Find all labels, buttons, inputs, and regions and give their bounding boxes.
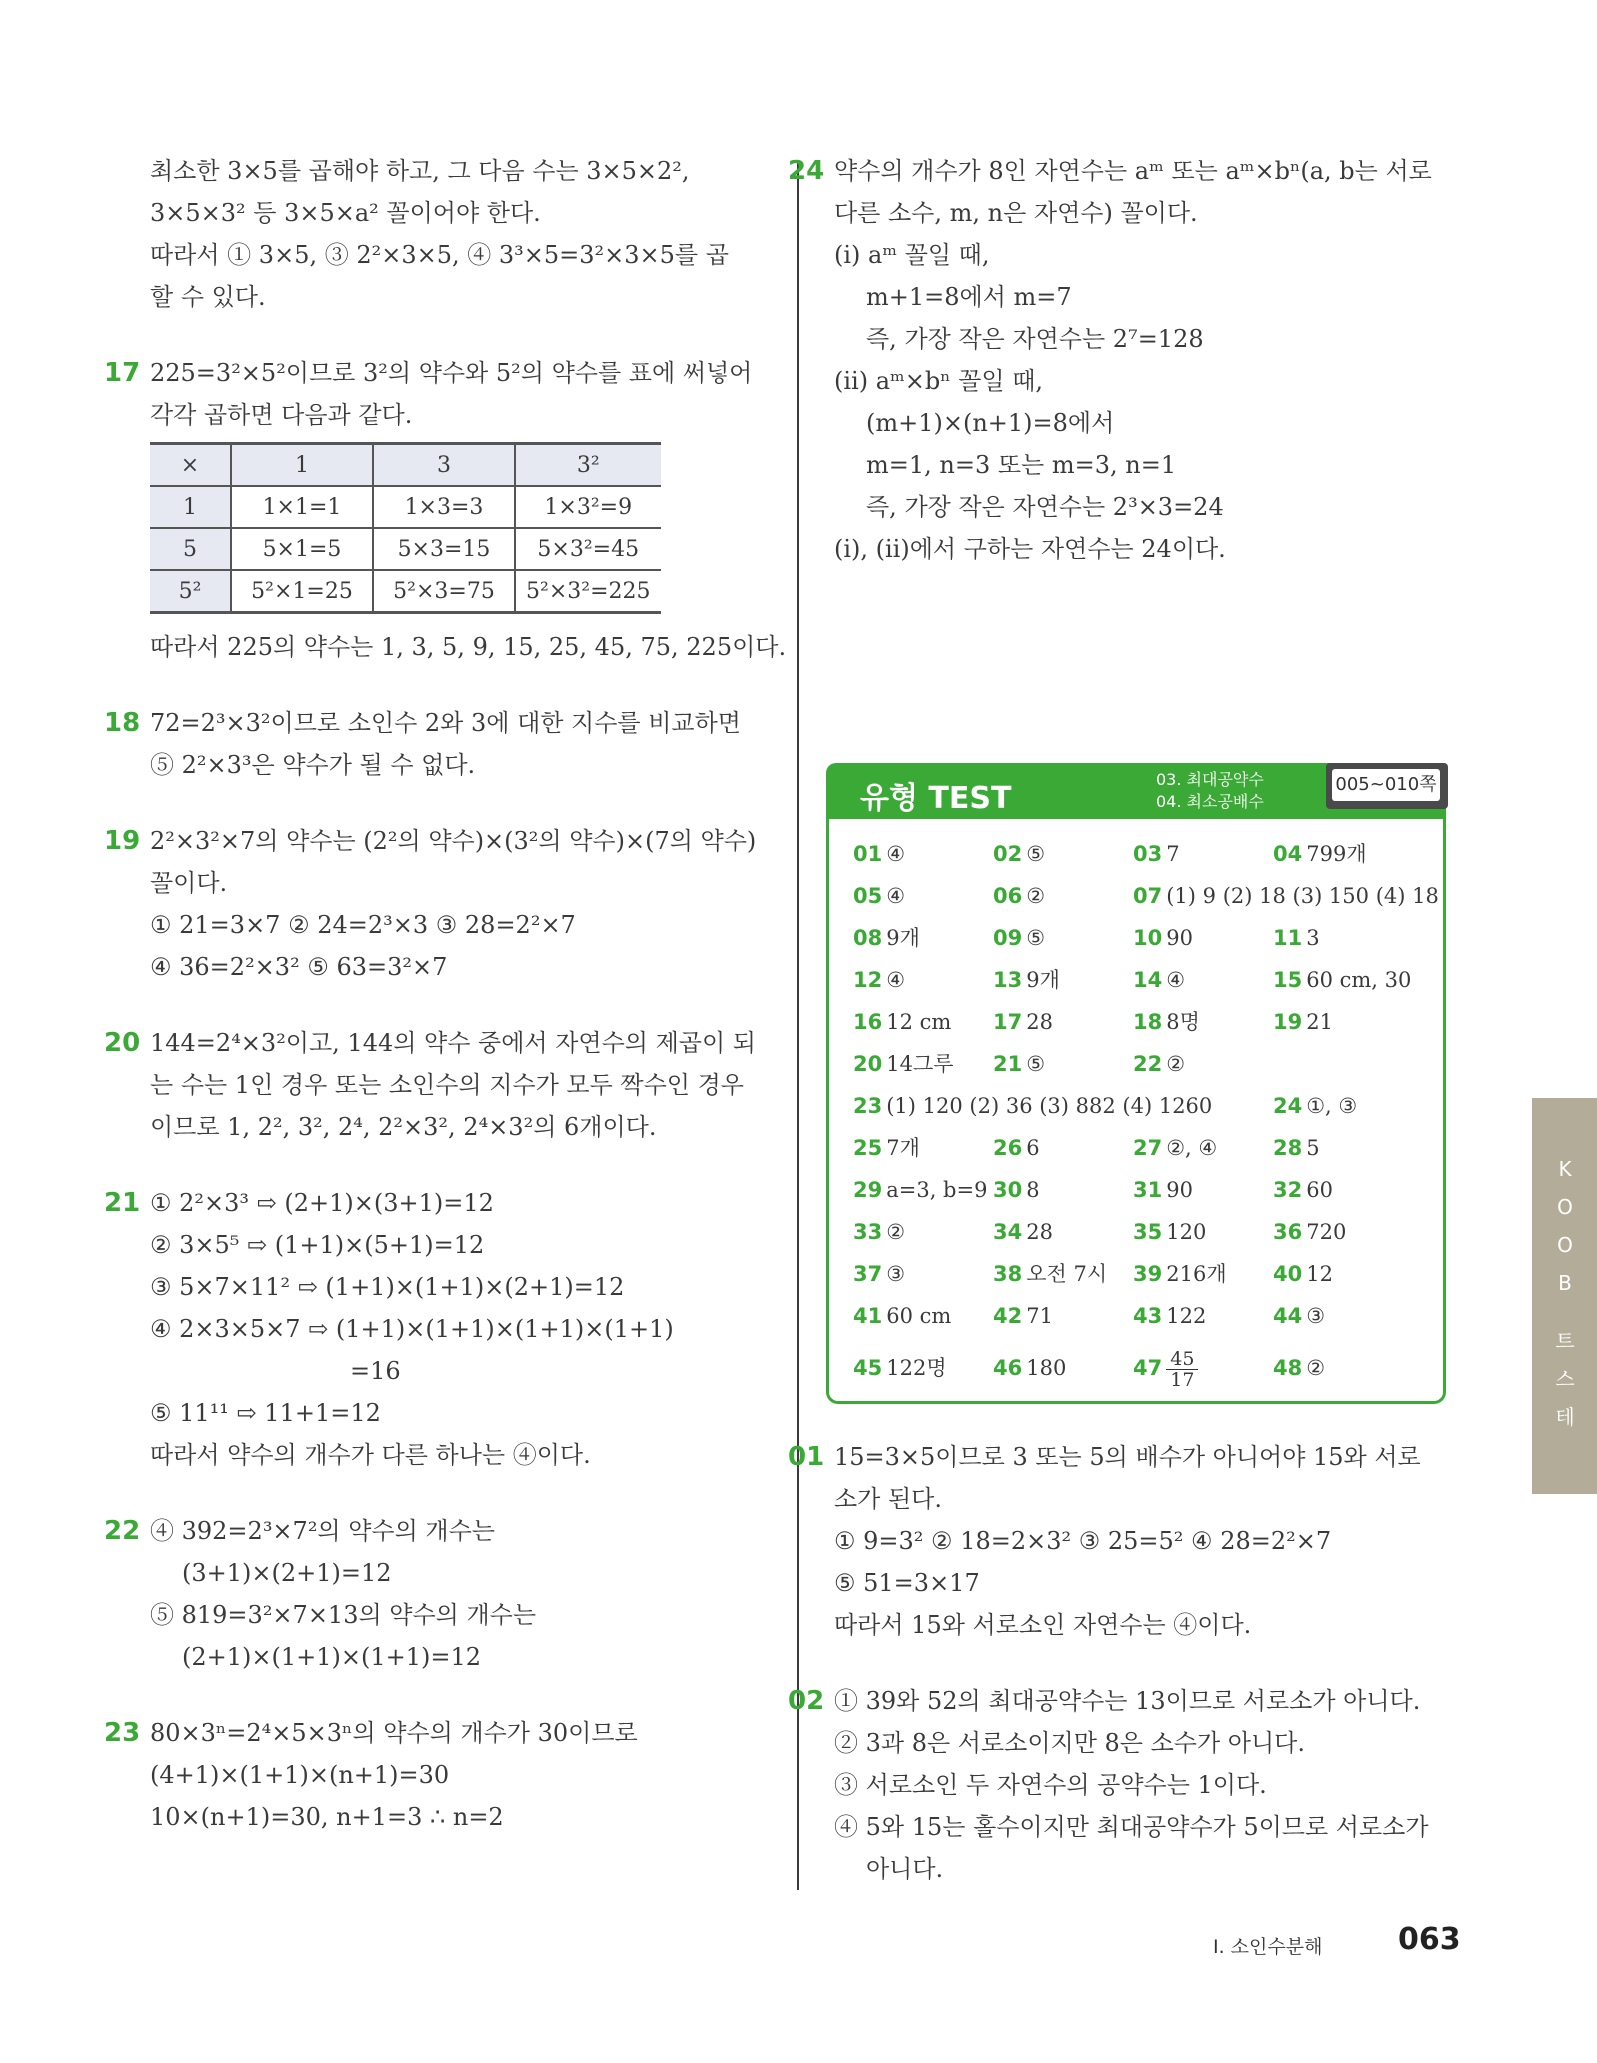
- table-cell: 5²×1=25: [231, 570, 373, 613]
- answer-number: 44: [1273, 1304, 1303, 1328]
- problem-number: 18: [104, 708, 141, 738]
- answer-number: 22: [1133, 1052, 1163, 1076]
- answer-number: 24: [1273, 1094, 1303, 1118]
- answer-number: 48: [1273, 1356, 1303, 1380]
- answer-row: [853, 959, 1433, 1001]
- answer-cell: [853, 1295, 951, 1337]
- text-line: 10×(n+1)=30, n+1=3 ∴ n=2: [150, 1803, 504, 1831]
- solution-18: [104, 702, 770, 786]
- answer-number: 37: [853, 1262, 883, 1286]
- side-tab-letter: B: [1558, 1271, 1572, 1295]
- answer-cell: [1273, 1001, 1333, 1043]
- answer-number: 09: [993, 926, 1023, 950]
- text-line: (4+1)×(1+1)×(n+1)=30: [150, 1761, 450, 1789]
- text-line: (2+1)×(1+1)×(1+1)=12: [182, 1643, 481, 1671]
- text-line: (m+1)×(n+1)=8에서: [866, 409, 1115, 437]
- answer-number: 45: [853, 1356, 883, 1380]
- text-line: 15=3×5이므로 3 또는 5의 배수가 아니어야 15와 서로: [834, 1443, 1421, 1471]
- answer-box-title: 유형 TEST: [860, 781, 1012, 816]
- solution-24: [788, 150, 1454, 570]
- answer-value: ②: [886, 1220, 906, 1244]
- divisor-table: [150, 442, 661, 614]
- answer-cell: [853, 1085, 1212, 1127]
- side-tab-letter: 테: [1555, 1405, 1575, 1429]
- text-line: 꼴이다.: [150, 869, 228, 897]
- answer-number: 10: [1133, 926, 1163, 950]
- text-line: 80×3ⁿ=2⁴×5×3ⁿ의 약수의 개수가 30이므로: [150, 1719, 638, 1747]
- answer-number: 43: [1133, 1304, 1163, 1328]
- text-line: ③ 5×7×11² ⇨ (1+1)×(1+1)×(2+1)=12: [150, 1273, 625, 1301]
- answer-value: 90: [1166, 1178, 1193, 1202]
- answer-cell: [993, 917, 1045, 959]
- answer-number: 39: [1133, 1262, 1163, 1286]
- text-line: 소가 된다.: [834, 1485, 942, 1513]
- table-cell: 3²: [515, 444, 661, 487]
- text-line: (ⅰ), (ⅱ)에서 구하는 자연수는 24이다.: [834, 535, 1226, 563]
- answer-cell: [853, 875, 905, 917]
- answer-number: 23: [853, 1094, 883, 1118]
- right-column: [788, 150, 1454, 604]
- text-line: ④ 5와 15는 홀수이지만 최대공약수가 5이므로 서로소가: [834, 1813, 1429, 1841]
- solution-20: [104, 1022, 770, 1148]
- answer-cell: [853, 1127, 920, 1169]
- answer-cell: [1133, 833, 1180, 875]
- answer-value: 90: [1166, 926, 1193, 950]
- text-line: m+1=8에서 m=7: [866, 283, 1072, 311]
- answer-value: 오전 7시: [1026, 1262, 1108, 1286]
- text-line: ⑤ 819=3²×7×13의 약수의 개수는: [150, 1601, 537, 1629]
- answer-value: 8: [1026, 1178, 1040, 1202]
- answer-cell: [1273, 1253, 1333, 1295]
- text-line: 따라서 225의 약수는 1, 3, 5, 9, 15, 25, 45, 75, 225이다.: [150, 633, 787, 661]
- answer-cell: [993, 1169, 1040, 1211]
- text-line: 각각 곱하면 다음과 같다.: [150, 401, 413, 429]
- answer-box-header: [826, 763, 1446, 819]
- answer-number: 28: [1273, 1136, 1303, 1160]
- table-cell: 5²×3²=225: [515, 570, 661, 613]
- answer-row: [853, 875, 1439, 917]
- answer-row: [853, 1337, 1433, 1399]
- table-cell: 1×3=3: [373, 486, 515, 528]
- answer-value: 120: [1166, 1220, 1207, 1244]
- answer-number: 36: [1273, 1220, 1303, 1244]
- chapter-label: Ⅰ. 소인수분해: [1213, 1936, 1323, 1958]
- text-line: 따라서 15와 서로소인 자연수는 ④이다.: [834, 1611, 1252, 1639]
- answer-value: (1) 120 (2) 36 (3) 882 (4) 1260: [886, 1094, 1213, 1118]
- text-line: 2²×3²×7의 약수는 (2²의 약수)×(3²의 약수)×(7의 약수): [150, 827, 757, 855]
- problem-number: 23: [104, 1718, 141, 1748]
- answer-box-body: [826, 819, 1446, 1404]
- answer-cell: [853, 1043, 954, 1085]
- answer-cell: [1133, 1001, 1200, 1043]
- answer-number: 06: [993, 884, 1023, 908]
- solution-21: [104, 1182, 770, 1476]
- answer-row: [853, 917, 1433, 959]
- answer-number: 41: [853, 1304, 883, 1328]
- answer-number: 40: [1273, 1262, 1303, 1286]
- answer-value: ②: [1306, 1356, 1326, 1380]
- answer-value: 21: [1306, 1010, 1333, 1034]
- text-line: m=1, n=3 또는 m=3, n=1: [866, 451, 1177, 479]
- answer-value: 60 cm, 30: [1306, 968, 1412, 992]
- text-line: 72=2³×3²이므로 소인수 2와 3에 대한 지수를 비교하면: [150, 709, 741, 737]
- answer-row: [853, 1169, 1433, 1211]
- answer-row: [853, 1211, 1433, 1253]
- answer-value: 71: [1026, 1304, 1053, 1328]
- answer-cell: [993, 833, 1045, 875]
- answer-number: 46: [993, 1356, 1023, 1380]
- answer-cell: [1133, 1211, 1206, 1253]
- answer-number: 04: [1273, 842, 1303, 866]
- answer-number: 38: [993, 1262, 1023, 1286]
- table-cell: 3: [373, 444, 515, 487]
- page-range-badge: [1326, 763, 1448, 809]
- answer-number: 29: [853, 1178, 883, 1202]
- answer-value: ⑤: [1026, 842, 1046, 866]
- answer-cell: [853, 833, 905, 875]
- answer-number: 30: [993, 1178, 1023, 1202]
- problem-number: 01: [788, 1442, 825, 1472]
- answer-box: [826, 763, 1446, 1403]
- answer-value: 14그루: [886, 1052, 954, 1076]
- table-cell: 5×1=5: [231, 528, 373, 570]
- answer-row: [853, 1253, 1433, 1295]
- table-cell: 5×3=15: [373, 528, 515, 570]
- answer-value: 3: [1306, 926, 1320, 950]
- text-line: ① 2²×3³ ⇨ (2+1)×(3+1)=12: [150, 1189, 494, 1217]
- topic-label: 03. 최대공약수: [1156, 770, 1264, 789]
- text-line: ③ 서로소인 두 자연수의 공약수는 1이다.: [834, 1771, 1267, 1799]
- table-cell: 1: [150, 486, 231, 528]
- answer-cell: [1133, 1295, 1206, 1337]
- answer-cell: [993, 1043, 1045, 1085]
- answer-value: 720: [1306, 1220, 1347, 1244]
- side-tab-letter: 스: [1555, 1367, 1575, 1391]
- text-line: ④ 36=2²×3² ⑤ 63=3²×7: [150, 953, 448, 981]
- answer-value: 799개: [1306, 842, 1367, 866]
- answer-cell: [1133, 1337, 1198, 1399]
- text-line: ② 3과 8은 서로소이지만 8은 소수가 아니다.: [834, 1729, 1305, 1757]
- answer-cell: [1273, 1169, 1333, 1211]
- answer-value: 122명: [886, 1356, 947, 1380]
- text-line: 즉, 가장 작은 자연수는 2³×3=24: [866, 493, 1224, 521]
- answer-grid: [853, 833, 1439, 1399]
- answer-value: 60: [1306, 1178, 1333, 1202]
- answer-number: 32: [1273, 1178, 1303, 1202]
- table-cell: 5×3²=45: [515, 528, 661, 570]
- answer-value: ④: [886, 968, 906, 992]
- answer-value: ②: [1026, 884, 1046, 908]
- text-line: ④ 392=2³×7²의 약수의 개수는: [150, 1517, 495, 1545]
- answer-number: 21: [993, 1052, 1023, 1076]
- solution-23: [104, 1712, 770, 1838]
- solution-22: [104, 1510, 770, 1678]
- answer-row: [853, 833, 1433, 875]
- text-line: ④ 2×3×5×7 ⇨ (1+1)×(1+1)×(1+1)×(1+1): [150, 1315, 674, 1343]
- answer-cell: [993, 1295, 1053, 1337]
- answer-box-topics: [1156, 769, 1264, 813]
- answer-cell: [993, 1211, 1053, 1253]
- answer-value: 8명: [1166, 1010, 1200, 1034]
- side-tab-letter: O: [1557, 1233, 1573, 1257]
- solution-16-continued: [150, 150, 770, 318]
- answer-number: 26: [993, 1136, 1023, 1160]
- answer-value: ②: [1166, 1052, 1186, 1076]
- text-line: ⑤ 2²×3³은 약수가 될 수 없다.: [150, 751, 476, 779]
- answer-cell: [1133, 1253, 1227, 1295]
- answer-cell: [853, 1211, 905, 1253]
- answer-value: ④: [1166, 968, 1186, 992]
- table-cell: 1×1=1: [231, 486, 373, 528]
- side-tab-letter: O: [1557, 1195, 1573, 1219]
- text-line: 따라서 약수의 개수가 다른 하나는 ④이다.: [150, 1441, 591, 1469]
- fraction: [1166, 1349, 1198, 1390]
- solution-t02: [788, 1680, 1454, 1890]
- solution-t01: [788, 1436, 1454, 1646]
- problem-number: 19: [104, 826, 141, 856]
- answer-cell: [993, 1127, 1040, 1169]
- text-line: (ⅰ) aᵐ 꼴일 때,: [834, 241, 990, 269]
- answer-value: ②, ④: [1166, 1136, 1218, 1160]
- answer-row: [853, 1001, 1433, 1043]
- answer-number: 01: [853, 842, 883, 866]
- answer-cell: [993, 959, 1060, 1001]
- problem-number: 21: [104, 1188, 141, 1218]
- text-line: ⑤ 51=3×17: [834, 1569, 980, 1597]
- text-line: 아니다.: [866, 1855, 944, 1883]
- answer-row: [853, 1295, 1433, 1337]
- answer-cell: [1133, 1043, 1185, 1085]
- answer-row: [853, 1127, 1433, 1169]
- answer-number: 13: [993, 968, 1023, 992]
- answer-cell: [993, 1337, 1066, 1399]
- answer-cell: [853, 1337, 947, 1399]
- text-line: 144=2⁴×3²이고, 144의 약수 중에서 자연수의 제곱이 되: [150, 1029, 756, 1057]
- answer-cell: [1133, 1169, 1193, 1211]
- text-line: ① 39와 52의 최대공약수는 13이므로 서로소가 아니다.: [834, 1687, 1421, 1715]
- answer-row: [853, 1043, 1433, 1085]
- answer-value: 28: [1026, 1220, 1053, 1244]
- answer-number: 35: [1133, 1220, 1163, 1244]
- text-line: 할 수 있다.: [150, 283, 266, 311]
- answer-value: ③: [886, 1262, 906, 1286]
- answer-value: 216개: [1166, 1262, 1227, 1286]
- text-line: ① 9=3² ② 18=2×3² ③ 25=5² ④ 28=2²×7: [834, 1527, 1332, 1555]
- answer-cell: [853, 959, 905, 1001]
- answer-cell: [853, 1001, 951, 1043]
- answer-value: ⑤: [1026, 1052, 1046, 1076]
- answer-value: 7: [1166, 842, 1180, 866]
- answer-value: 28: [1026, 1010, 1053, 1034]
- solution-17: [104, 352, 787, 668]
- table-cell: 1×3²=9: [515, 486, 661, 528]
- answer-row: [853, 1085, 1433, 1127]
- answer-number: 03: [1133, 842, 1163, 866]
- answer-number: 25: [853, 1136, 883, 1160]
- answer-cell: [1273, 1295, 1325, 1337]
- text-line: 는 수는 1인 경우 또는 소인수의 지수가 모두 짝수인 경우: [150, 1071, 744, 1099]
- text-line: 225=3²×5²이므로 3²의 약수와 5²의 약수를 표에 써넣어: [150, 359, 753, 387]
- answer-number: 47: [1133, 1356, 1163, 1380]
- side-tab-label: [1550, 1150, 1580, 1436]
- answer-number: 14: [1133, 968, 1163, 992]
- answer-number: 17: [993, 1010, 1023, 1034]
- answer-cell: [1273, 1127, 1320, 1169]
- answer-value: (1) 9 (2) 18 (3) 150 (4) 18: [1166, 884, 1439, 908]
- answer-value: 7개: [886, 1136, 920, 1160]
- table-cell: ×: [150, 444, 231, 487]
- page-range-label: 005~010쪽: [1332, 769, 1440, 801]
- page-number: 063: [1398, 1922, 1461, 1957]
- answer-cell: [853, 1169, 987, 1211]
- answer-value: 6: [1026, 1136, 1040, 1160]
- text-line: 3×5×3² 등 3×5×a² 꼴이어야 한다.: [150, 199, 541, 227]
- left-column: [104, 150, 787, 1872]
- answer-value: ①, ③: [1306, 1094, 1358, 1118]
- text-line: 최소한 3×5를 곱해야 하고, 그 다음 수는 3×5×2²,: [150, 157, 690, 185]
- answer-value: 60 cm: [886, 1304, 952, 1328]
- answer-cell: [853, 1253, 905, 1295]
- answer-value: a=3, b=9: [886, 1178, 988, 1202]
- table-cell: 5²×3=75: [373, 570, 515, 613]
- text-line: =16: [350, 1357, 401, 1385]
- answer-number: 19: [1273, 1010, 1303, 1034]
- topic-label: 04. 최소공배수: [1156, 792, 1264, 811]
- answer-cell: [1133, 1127, 1217, 1169]
- solution-19: [104, 820, 770, 988]
- problem-number: 20: [104, 1028, 141, 1058]
- text-line: 다른 소수, m, n은 자연수) 꼴이다.: [834, 199, 1198, 227]
- answer-number: 07: [1133, 884, 1163, 908]
- answer-number: 12: [853, 968, 883, 992]
- answer-cell: [1133, 917, 1193, 959]
- text-line: ② 3×5⁵ ⇨ (1+1)×(5+1)=12: [150, 1231, 485, 1259]
- answer-cell: [1273, 1085, 1357, 1127]
- answer-number: 27: [1133, 1136, 1163, 1160]
- answer-value: ④: [886, 884, 906, 908]
- answer-number: 20: [853, 1052, 883, 1076]
- text-line: 약수의 개수가 8인 자연수는 aᵐ 또는 aᵐ×bⁿ(a, b는 서로: [834, 157, 1432, 185]
- answer-cell: [1273, 1337, 1325, 1399]
- answer-value: 180: [1026, 1356, 1067, 1380]
- answer-cell: [1273, 833, 1367, 875]
- answer-value: 5: [1306, 1136, 1320, 1160]
- text-line: ⑤ 11¹¹ ⇨ 11+1=12: [150, 1399, 381, 1427]
- answer-cell: [993, 875, 1045, 917]
- fraction-numerator: 45: [1166, 1349, 1198, 1370]
- text-line: ① 21=3×7 ② 24=2³×3 ③ 28=2²×7: [150, 911, 576, 939]
- answer-cell: [1133, 875, 1439, 917]
- answer-value: 122: [1166, 1304, 1207, 1328]
- problem-number: 17: [104, 358, 141, 388]
- table-cell: 5²: [150, 570, 231, 613]
- answer-number: 42: [993, 1304, 1023, 1328]
- answer-number: 16: [853, 1010, 883, 1034]
- answer-number: 02: [993, 842, 1023, 866]
- fraction-denominator: 17: [1170, 1369, 1195, 1391]
- table-cell: 5: [150, 528, 231, 570]
- answer-value: 12: [1306, 1262, 1333, 1286]
- problem-number: 22: [104, 1516, 141, 1546]
- side-tab-letter: K: [1558, 1157, 1572, 1181]
- answer-cell: [993, 1253, 1107, 1295]
- answer-cell: [993, 1001, 1053, 1043]
- text-line: 따라서 ① 3×5, ③ 2²×3×5, ④ 3³×5=3²×3×5를 곱: [150, 241, 729, 269]
- text-line: 이므로 1, 2², 3², 2⁴, 2²×3², 2⁴×3²의 6개이다.: [150, 1113, 657, 1141]
- answer-number: 11: [1273, 926, 1303, 950]
- text-line: (3+1)×(2+1)=12: [182, 1559, 392, 1587]
- answer-value: 12 cm: [886, 1010, 952, 1034]
- answer-number: 34: [993, 1220, 1023, 1244]
- answer-number: 05: [853, 884, 883, 908]
- table-cell: 1: [231, 444, 373, 487]
- answer-cell: [1273, 1211, 1346, 1253]
- answer-number: 15: [1273, 968, 1303, 992]
- side-tab-letter: 트: [1555, 1329, 1575, 1353]
- answer-value: 9개: [1026, 968, 1060, 992]
- problem-number: 24: [788, 156, 825, 186]
- answer-number: 31: [1133, 1178, 1163, 1202]
- answer-cell: [1273, 959, 1411, 1001]
- answer-number: 33: [853, 1220, 883, 1244]
- right-column-bottom: [788, 1436, 1454, 1924]
- answer-value: ③: [1306, 1304, 1326, 1328]
- text-line: (ⅱ) aᵐ×bⁿ 꼴일 때,: [834, 367, 1044, 395]
- answer-value: ⑤: [1026, 926, 1046, 950]
- answer-cell: [1133, 959, 1185, 1001]
- answer-cell: [853, 917, 920, 959]
- answer-cell: [1273, 917, 1320, 959]
- answer-value: ④: [886, 842, 906, 866]
- problem-number: 02: [788, 1686, 825, 1716]
- answer-number: 08: [853, 926, 883, 950]
- answer-value: 9개: [886, 926, 920, 950]
- text-line: 즉, 가장 작은 자연수는 2⁷=128: [866, 325, 1204, 353]
- answer-number: 18: [1133, 1010, 1163, 1034]
